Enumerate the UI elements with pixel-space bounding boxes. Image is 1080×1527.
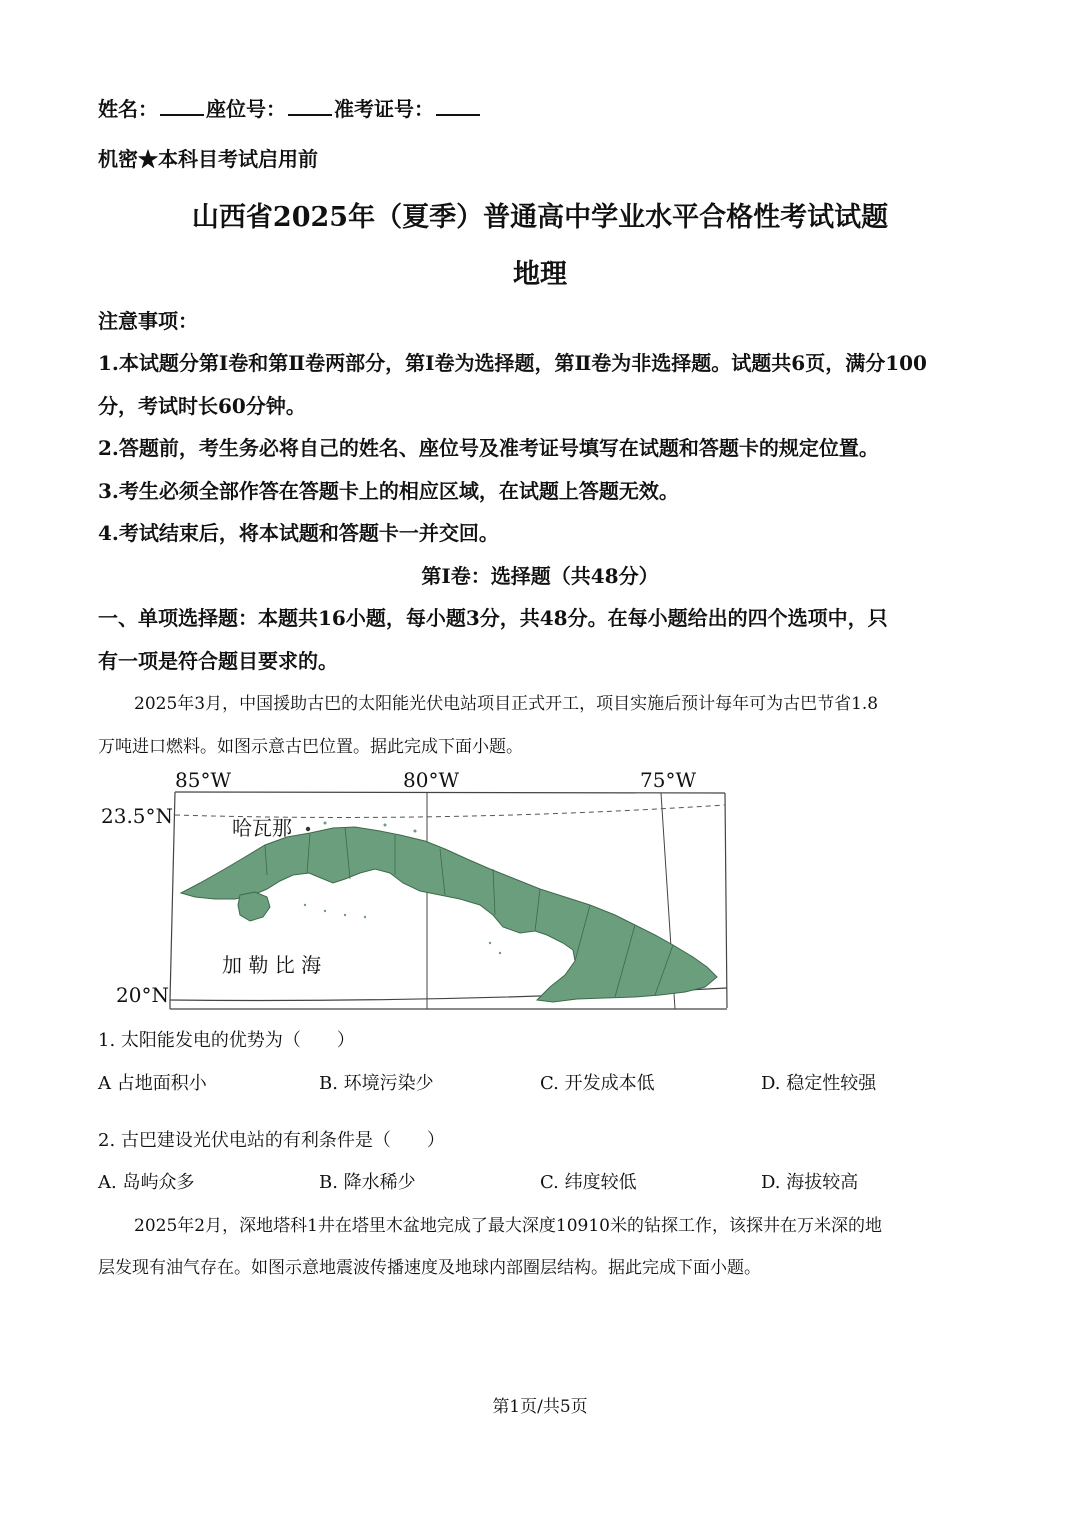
question-2-option-d: D. 海拔较高 xyxy=(761,1172,859,1193)
passage-2-line-2: 层发现有油气存在。如图示意地震波传播速度及地球内部圈层结构。据此完成下面小题。 xyxy=(98,1258,761,1278)
lon-label-80w: 80°W xyxy=(403,768,460,792)
name-blank xyxy=(160,96,204,116)
map-svg xyxy=(95,765,735,1015)
exam-no-label: 准考证号： xyxy=(334,97,434,121)
caribbean-sea-label: 加 勒 比 海 xyxy=(222,953,322,977)
isla-de-la-juventud-shape xyxy=(238,892,270,921)
question-2-option-c: C. 纬度较低 xyxy=(540,1172,637,1193)
passage-2-line-1: 2025年2月，深地塔科1井在塔里木盆地完成了最大深度10910米的钻探工作，该探井在万米深的地 xyxy=(134,1216,882,1236)
section-instruction-line-1: 一、单项选择题：本题共16小题，每小题3分，共48分。在每小题给出的四个选项中，只 xyxy=(98,606,888,630)
passage-1-line-2: 万吨进口燃料。如图示意古巴位置。据此完成下面小题。 xyxy=(98,737,523,757)
havana-dot xyxy=(306,827,310,831)
seat-blank xyxy=(288,96,332,116)
havana-label: 哈瓦那 xyxy=(232,816,292,840)
section-instruction-line-2: 有一项是符合题目要求的。 xyxy=(98,649,338,673)
cuba-location-map xyxy=(95,765,735,1015)
note-item-4: 4.考试结束后，将本试题和答题卡一并交回。 xyxy=(98,521,499,545)
lon-label-75w: 75°W xyxy=(640,768,697,792)
subject-title: 地理 xyxy=(513,259,567,290)
note-item-2: 2.答题前，考生务必将自己的姓名、座位号及准考证号填写在试题和答题卡的规定位置。 xyxy=(98,436,879,460)
exam-info-line xyxy=(98,93,482,122)
exam-no-blank xyxy=(436,96,480,116)
question-1-option-d: D. 稳定性较强 xyxy=(761,1073,877,1094)
map-frame-right xyxy=(725,793,727,1008)
question-1-option-c: C. 开发成本低 xyxy=(540,1073,655,1094)
name-label: 姓名： xyxy=(98,97,158,121)
notes-heading: 注意事项： xyxy=(98,309,198,333)
note-item-1-line-2: 分，考试时长60分钟。 xyxy=(98,394,306,418)
question-2-stem: 2. 古巴建设光伏电站的有利条件是（ ） xyxy=(98,1130,445,1151)
question-2-option-a: A. 岛屿众多 xyxy=(98,1172,195,1193)
question-1-stem: 1. 太阳能发电的优势为（ ） xyxy=(98,1030,355,1051)
lon-label-85w: 85°W xyxy=(175,768,232,792)
section-title: 第Ⅰ卷：选择题（共48分） xyxy=(421,564,659,588)
exam-title: 山西省2025年（夏季）普通高中学业水平合格性考试试题 xyxy=(191,202,889,233)
question-2-option-b: B. 降水稀少 xyxy=(319,1172,416,1193)
seat-label: 座位号： xyxy=(206,97,286,121)
question-1-option-a: A 占地面积小 xyxy=(98,1073,207,1094)
question-1-option-b: B. 环境污染少 xyxy=(319,1073,434,1094)
page-number: 第1页/共5页 xyxy=(492,1397,588,1417)
map-frame-top xyxy=(175,792,725,793)
passage-1-line-1: 2025年3月，中国援助古巴的太阳能光伏电站项目正式开工，项目实施后预计每年可为古巴节省1.8 xyxy=(134,694,879,714)
lat-label-23-5n: 23.5°N xyxy=(101,804,174,828)
note-item-3: 3.考生必须全部作答在答题卡上的相应区域，在试题上答题无效。 xyxy=(98,479,679,503)
confidential-mark: 机密★本科目考试启用前 xyxy=(98,147,318,171)
note-item-1-line-1: 1.本试题分第Ⅰ卷和第Ⅱ卷两部分，第Ⅰ卷为选择题，第Ⅱ卷为非选择题。试题共6页，满分100 xyxy=(98,351,927,375)
lat-label-20n: 20°N xyxy=(116,983,169,1007)
